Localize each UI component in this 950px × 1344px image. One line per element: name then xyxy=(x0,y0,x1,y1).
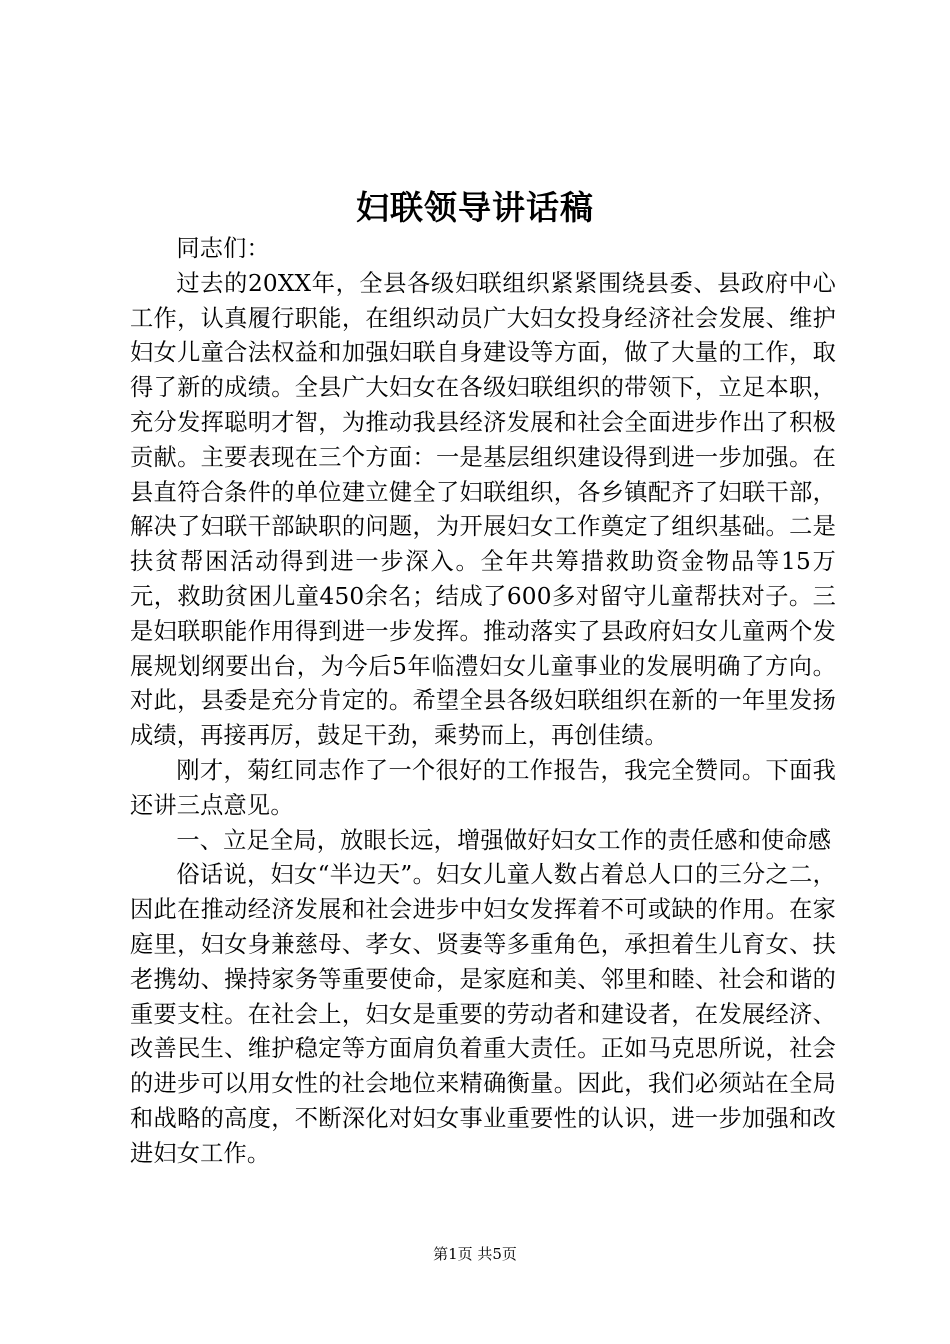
body-paragraph: 俗话说，妇女“半边天”。妇女儿童人数占着总人口的三分之二，因此在推动经济发展和社会进步中妇女发挥着不可或缺的作用。在家庭里，妇女身兼慈母、孝女、贤妻等多重角色，承担着生儿育女、扶老携幼、操持家务等重要使命，是家庭和美、邻里和睦、社会和谐的重要支柱。在社会上，妇女是重要的劳动者和建设者，在发展经济、改善民生、维护稳定等方面肩负着重大责任。正如马克思所说，社会的进步可以用女性的社会地位来精确衡量。因此，我们必须站在全局和战略的高度，不断深化对妇女事业重要性的认识，进一步加强和改进妇女工作。 xyxy=(130,861,836,1167)
body-paragraph: 过去的20XX年，全县各级妇联组织紧紧围绕县委、县政府中心工作，认真履行职能，在组织动员广大妇女投身经济社会发展、维护妇女儿童合法权益和加强妇联自身建设等方面，做了大量的工作，取得了新的成绩。全县广大妇女在各级妇联组织的带领下，立足本职，充分发挥聪明才智，为推动我县经济发展和社会全面进步作出了积极贡献。主要表现在三个方面：一是基层组织建设得到进一步加强。在县直符合条件的单位建立健全了妇联组织，各乡镇配齐了妇联干部，解决了妇联干部缺职的问题，为开展妇女工作奠定了组织基础。二是扶贫帮困活动得到进一步深入。全年共筹措救助资金物品等15万元，救助贫困儿童450余名；结成了600多对留守儿童帮扶对子。三是妇联职能作用得到进一步发挥。推动落实了县政府妇女儿童两个发展规划纲要出台，为今后5年临澧妇女儿童事业的发展明确了方向。对此，县委是充分肯定的。希望全县各级妇联组织在新的一年里发扬成绩，再接再厉，鼓足干劲，乘势而上，再创佳绩。 xyxy=(130,269,836,750)
section-heading: 一、立足全局，放眼长远，增强做好妇女工作的责任感和使命感 xyxy=(176,826,832,854)
body-paragraph: 刚才，菊红同志作了一个很好的工作报告，我完全赞同。下面我还讲三点意见。 xyxy=(130,756,836,819)
page-number-footer: 第1页 共5页 xyxy=(433,1245,517,1263)
document-title: 妇联领导讲话稿 xyxy=(356,188,594,227)
document-body xyxy=(130,232,836,1172)
salutation: 同志们： xyxy=(176,235,270,262)
